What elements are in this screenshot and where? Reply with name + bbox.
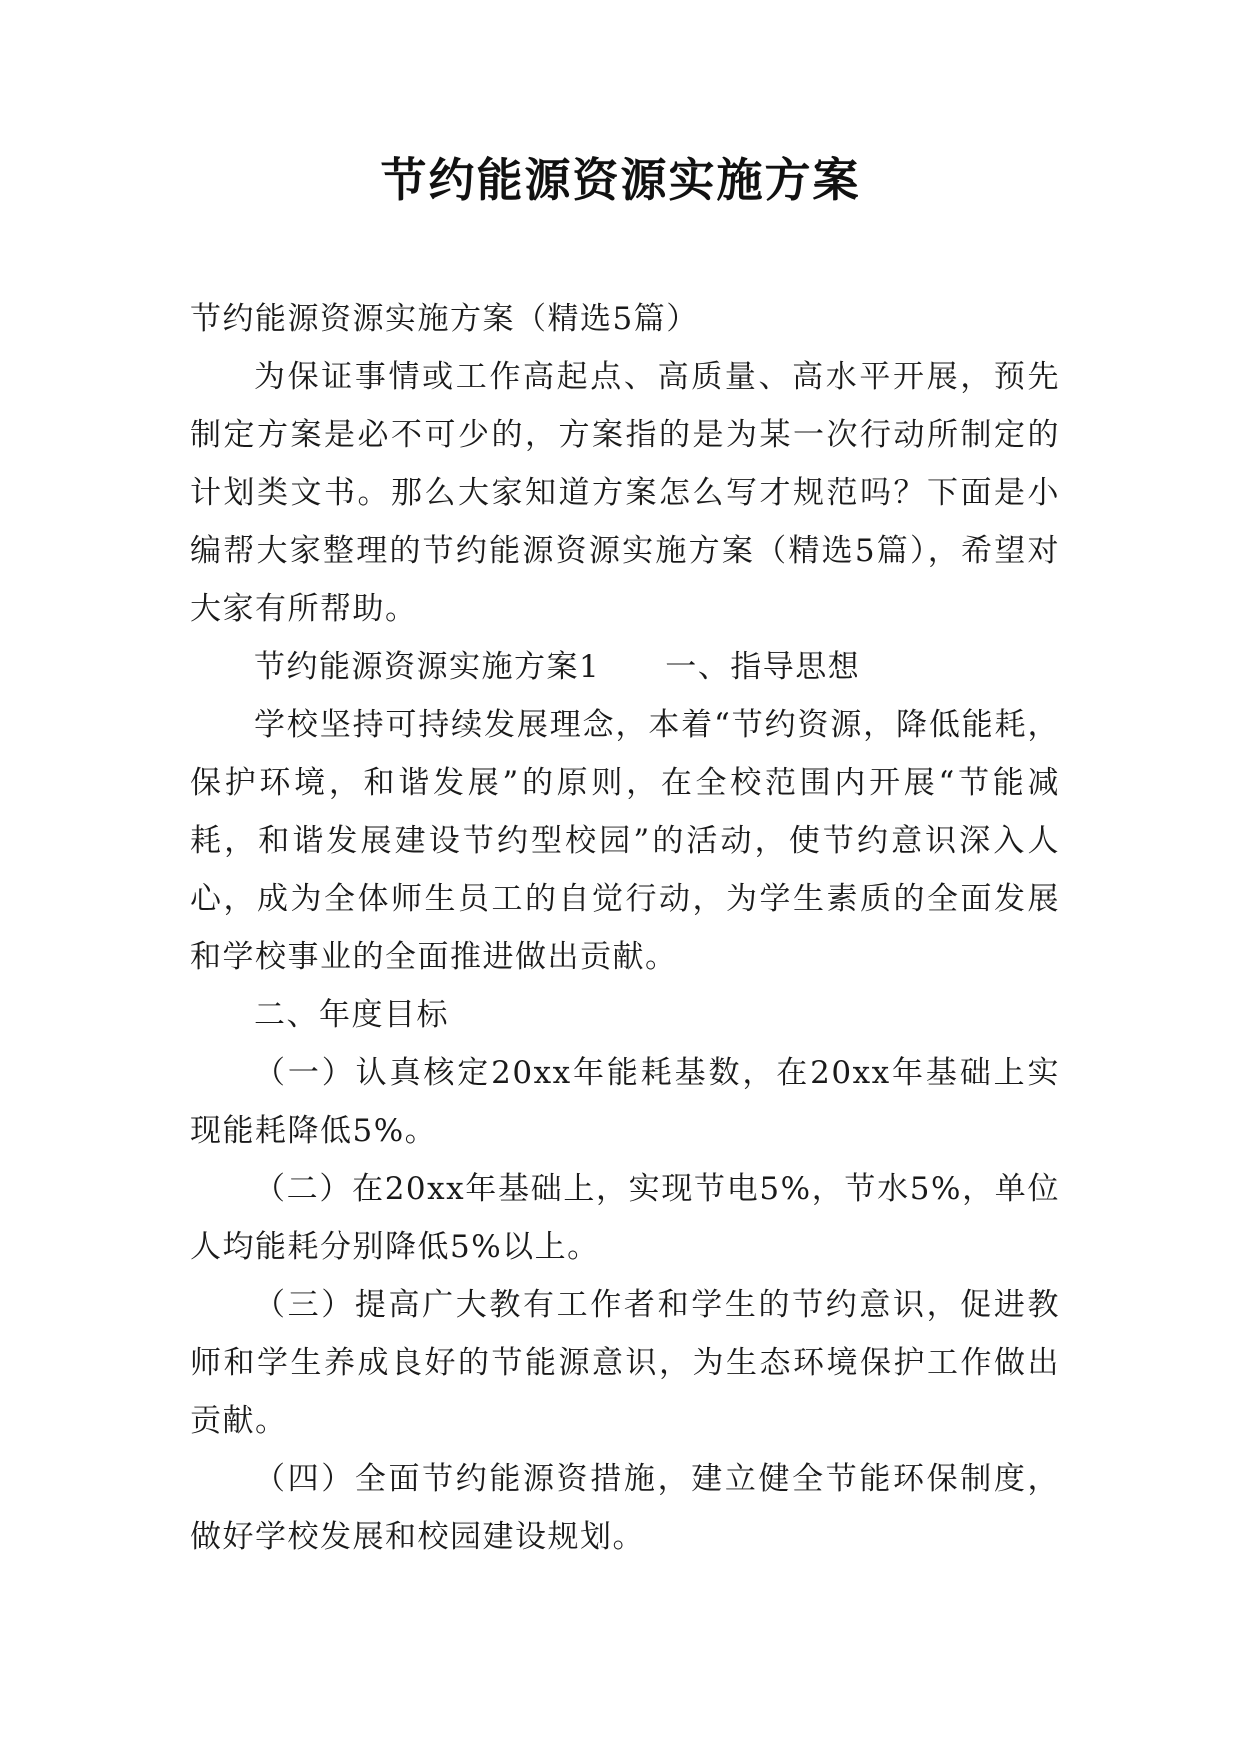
paragraph-guiding-thought: 学校坚持可持续发展理念，本着“节约资源，降低能耗，保护环境，和谐发展”的原则，在全校范围内开展“节能减耗，和谐发展建设节约型校园”的活动，使节约意识深入人心，成为全体师生员工的自觉行动，为学生素质的全面发展和学校事业的全面推进做出贡献。 (190, 707, 1060, 975)
document-title: 节约能源资源实施方案 (380, 153, 861, 207)
paragraph-intro: 为保证事情或工作高起点、高质量、高水平开展，预先制定方案是必不可少的，方案指的是为某一次行动所制定的计划类文书。那么大家知道方案怎么写才规范吗？下面是小编帮大家整理的节约能源资源实施方案（精选5篇），希望对大家有所帮助。 (190, 359, 1060, 627)
paragraph-goal-2: （二）在20xx年基础上，实现节电5%，节水5%，单位人均能耗分别降低5%以上。 (190, 1171, 1060, 1265)
paragraph-goal-1: （一）认真核定20xx年能耗基数，在20xx年基础上实现能耗降低5%。 (190, 1055, 1060, 1149)
section-heading-guiding-thought: 节约能源资源实施方案1 一、指导思想 (254, 649, 861, 685)
section-heading-annual-goals: 二、年度目标 (254, 997, 449, 1033)
document-body (190, 290, 1060, 1566)
paragraph-goal-3: （三）提高广大教有工作者和学生的节约意识，促进教师和学生养成良好的节能源意识，为生态环境保护工作做出贡献。 (190, 1287, 1060, 1439)
paragraph-subtitle: 节约能源资源实施方案（精选5篇） (190, 301, 699, 337)
paragraph-goal-4: （四）全面节约能源资措施，建立健全节能环保制度，做好学校发展和校园建设规划。 (190, 1461, 1060, 1555)
